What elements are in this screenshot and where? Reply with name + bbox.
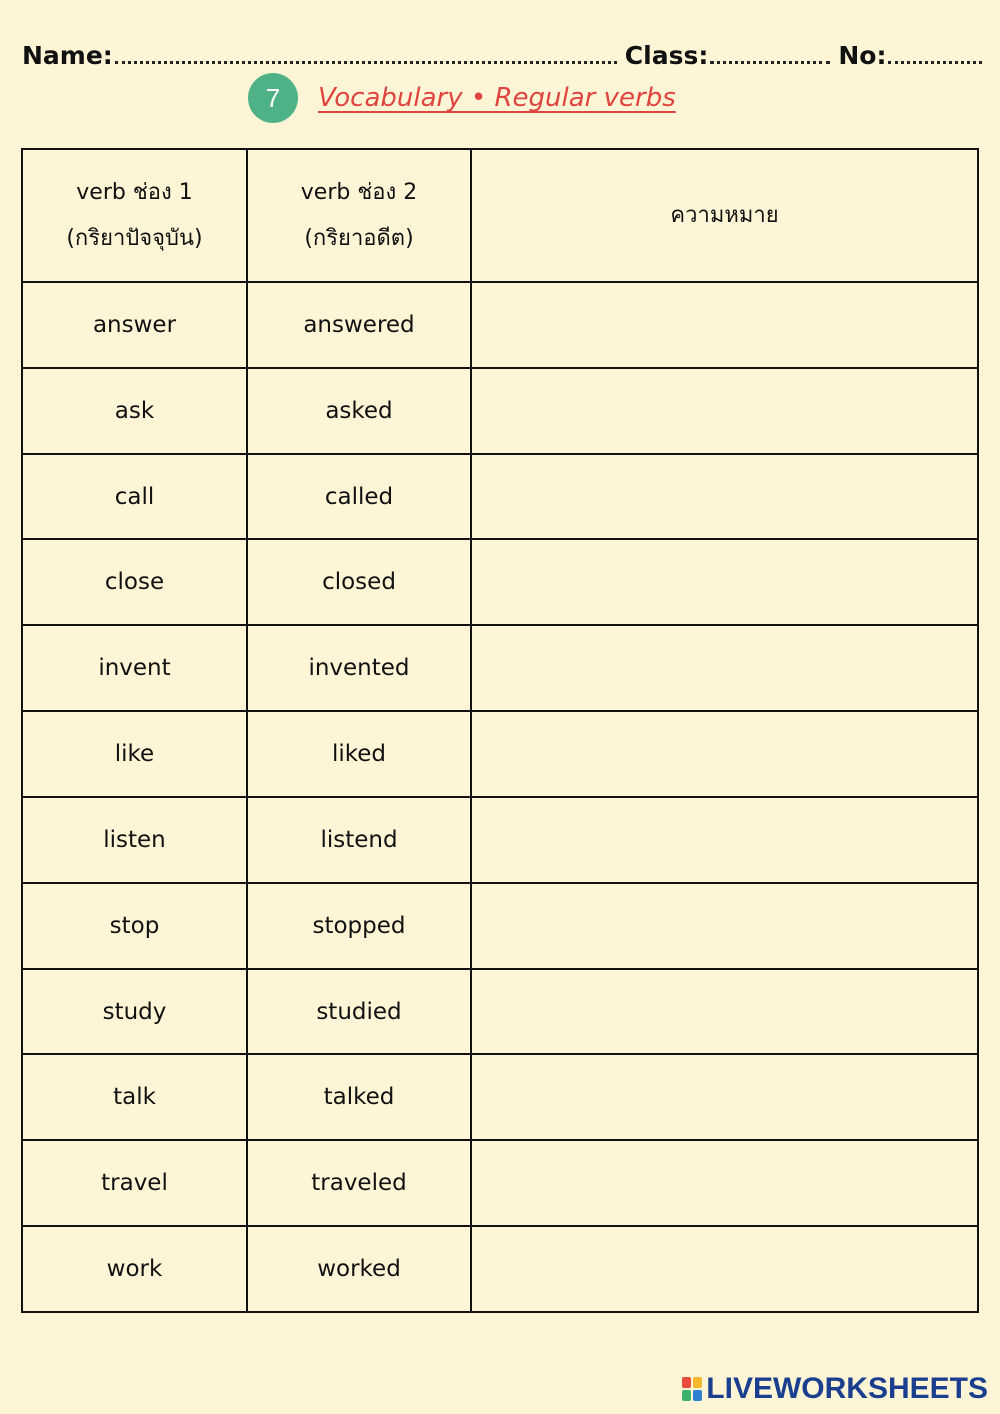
liveworksheets-logo-text: LIVEWORKSHEETS	[706, 1372, 988, 1405]
present-verb-cell: close	[22, 539, 247, 625]
present-verb-cell: talk	[22, 1054, 247, 1140]
meaning-answer-cell[interactable]	[471, 454, 978, 540]
lesson-number-badge: 7	[248, 73, 298, 123]
table-row	[22, 1140, 978, 1226]
vocabulary-table	[21, 148, 979, 1313]
liveworksheets-logo-icon	[682, 1377, 702, 1401]
liveworksheets-logo	[682, 1372, 988, 1406]
past-verb-cell: stopped	[247, 883, 471, 969]
past-verb-cell: called	[247, 454, 471, 540]
no-label: No:	[838, 41, 887, 70]
class-field[interactable]	[710, 60, 830, 64]
header-past-verb-line2: (กริยาอดีต)	[304, 225, 414, 251]
past-verb-cell: listend	[247, 797, 471, 883]
header-past-verb-line1: verb ช่อง 2	[300, 179, 418, 205]
meaning-answer-cell[interactable]	[471, 883, 978, 969]
table-row	[22, 797, 978, 883]
table-row	[22, 711, 978, 797]
meaning-answer-cell[interactable]	[471, 1226, 978, 1312]
past-verb-cell: talked	[247, 1054, 471, 1140]
table-row	[22, 539, 978, 625]
worksheet-title: Vocabulary • Regular verbs	[318, 83, 676, 113]
worksheet-title-row	[248, 73, 676, 123]
student-info-header	[22, 30, 982, 70]
past-verb-cell: asked	[247, 368, 471, 454]
logo-square-icon	[682, 1377, 691, 1388]
table-row	[22, 969, 978, 1055]
past-verb-cell: worked	[247, 1226, 471, 1312]
logo-square-icon	[693, 1377, 702, 1388]
past-verb-cell: invented	[247, 625, 471, 711]
present-verb-cell: travel	[22, 1140, 247, 1226]
past-verb-cell: liked	[247, 711, 471, 797]
table-header-row	[22, 149, 978, 282]
present-verb-cell: listen	[22, 797, 247, 883]
present-verb-cell: invent	[22, 625, 247, 711]
present-verb-cell: work	[22, 1226, 247, 1312]
table-row	[22, 1226, 978, 1312]
present-verb-cell: ask	[22, 368, 247, 454]
name-field[interactable]	[115, 60, 617, 64]
past-verb-cell: studied	[247, 969, 471, 1055]
present-verb-cell: answer	[22, 282, 247, 368]
meaning-answer-cell[interactable]	[471, 969, 978, 1055]
header-past-verb	[247, 149, 471, 282]
meaning-answer-cell[interactable]	[471, 711, 978, 797]
past-verb-cell: traveled	[247, 1140, 471, 1226]
table-row	[22, 282, 978, 368]
table-row	[22, 368, 978, 454]
table-row	[22, 625, 978, 711]
past-verb-cell: closed	[247, 539, 471, 625]
meaning-answer-cell[interactable]	[471, 368, 978, 454]
present-verb-cell: stop	[22, 883, 247, 969]
name-label: Name:	[22, 41, 113, 70]
class-label: Class:	[624, 41, 709, 70]
meaning-answer-cell[interactable]	[471, 1054, 978, 1140]
meaning-answer-cell[interactable]	[471, 539, 978, 625]
table-row	[22, 454, 978, 540]
header-meaning: ความหมาย	[471, 149, 978, 282]
header-present-verb-line1: verb ช่อง 1	[76, 179, 193, 205]
meaning-answer-cell[interactable]	[471, 282, 978, 368]
logo-square-icon	[693, 1390, 702, 1401]
present-verb-cell: study	[22, 969, 247, 1055]
present-verb-cell: like	[22, 711, 247, 797]
meaning-answer-cell[interactable]	[471, 797, 978, 883]
logo-square-icon	[682, 1390, 691, 1401]
table-row	[22, 883, 978, 969]
table-row	[22, 1054, 978, 1140]
no-field[interactable]	[888, 60, 982, 64]
meaning-answer-cell[interactable]	[471, 1140, 978, 1226]
meaning-answer-cell[interactable]	[471, 625, 978, 711]
header-present-verb	[22, 149, 247, 282]
header-present-verb-line2: (กริยาปัจจุบัน)	[66, 225, 203, 251]
past-verb-cell: answered	[247, 282, 471, 368]
present-verb-cell: call	[22, 454, 247, 540]
